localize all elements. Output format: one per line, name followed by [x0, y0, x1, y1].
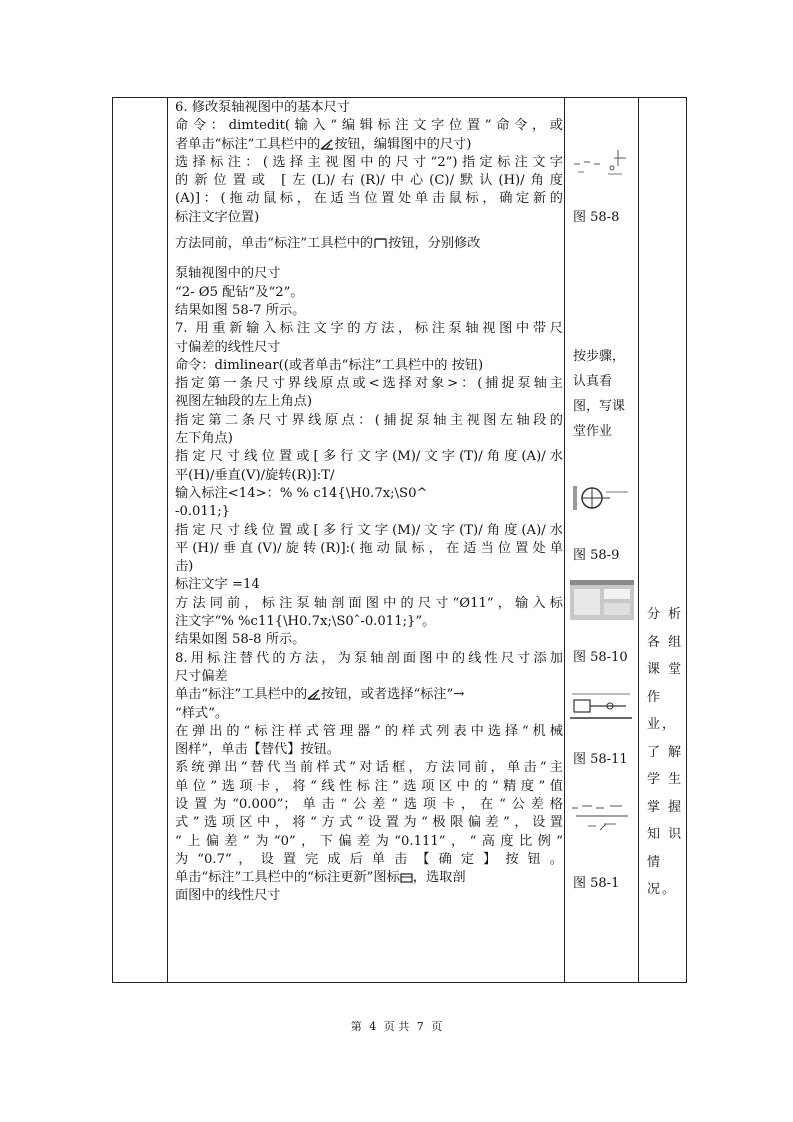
figure-thumbnail-58-9	[570, 480, 632, 516]
text-line: “上偏差”为“0”，下偏差为“0.111”，“高度比例”	[175, 833, 563, 849]
text-line: “2- Ø5 配钻”及“2”。	[175, 284, 304, 300]
text-line: 命令：dimtedit(输入“编辑标注文字位置”命令，或	[175, 118, 563, 134]
text-line: 平(H)/垂直(V)/旋转(R)]:T/	[175, 467, 335, 483]
text-line: 方法同前，单击“标注”工具栏中的 按钮，分别修改	[175, 236, 481, 252]
dimension-update-icon	[400, 872, 413, 883]
text-line: 命令：dimlinear((或者单击“标注”工具栏中的 按钮)	[175, 357, 484, 373]
figure-column	[565, 98, 638, 982]
current-page-number: 4	[369, 1020, 377, 1033]
text-line: 单击“标注”工具栏中的 按钮，或者选择“标注”→	[175, 687, 465, 703]
text-line: 指定第一条尺寸界线原点或<选择对象>：(捕捉泵轴主	[175, 376, 563, 392]
total-page-number: 7	[416, 1020, 424, 1033]
text-line: 注文字“% %c11{\H0.7x;\S0ˆ-0.011;}”。	[175, 614, 436, 630]
text-line: 面图中的线性尺寸	[175, 888, 281, 904]
text-line: 单击“标注”工具栏中的“标注更新”图标 ，选取剖	[175, 870, 466, 886]
figure-label: 图 58-10	[573, 650, 628, 665]
analysis-char: 了 解	[647, 744, 684, 760]
text-line: 选择标注：(选择主视图中的尺寸“2”)指定标注文字	[175, 154, 563, 170]
figure-label: 图 58-11	[573, 752, 628, 767]
text-line: 指定第二条尺寸界线原点：(捕捉泵轴主视图左轴段的	[175, 412, 563, 428]
text-line: 输入标注<14>：% % c14{\H0.7x;\S0^	[175, 485, 428, 501]
figure-label: 图 58-1	[573, 876, 620, 891]
analysis-char: 情	[647, 854, 663, 870]
dimtedit-icon	[320, 138, 334, 150]
text-line: 式”选项区中，将“方式”设置为“极限偏差”，设置	[175, 815, 563, 831]
text-line: -0.011;}	[175, 504, 231, 520]
analysis-char: 况。	[647, 882, 678, 897]
figure-thumbnail-58-10	[570, 580, 634, 620]
text-line: 平(H)/垂直(V)/旋转(R)]:(拖动鼠标，在适当位置处单	[175, 540, 563, 556]
text-line: 指定尺寸线位置或[多行文字(M)/文字(T)/角度(A)/水	[175, 522, 563, 538]
figure-label: 图 58-8	[573, 210, 620, 225]
text-line: 的新位置或 [左(L)/右(R)/中心(C)/默认(H)/角度	[175, 173, 563, 189]
analysis-char: 知 识	[647, 827, 684, 842]
text-line: 击)	[175, 559, 194, 575]
column-divider-3	[638, 98, 639, 982]
text-line: 视图左轴段的左上角点)	[175, 394, 313, 410]
analysis-text	[647, 601, 685, 904]
text-line: 结果如图 58-7 所示。	[175, 302, 306, 318]
analysis-column	[640, 98, 687, 982]
text-line: (A)]：(拖动鼠标，在适当位置处单击鼠标，确定新的	[175, 191, 563, 207]
text-line: 寸偏差的线性尺寸	[175, 339, 281, 355]
text-line: 系统弹出“替代当前样式”对话框，方法同前，单击“主	[175, 760, 563, 776]
figure-label: 图 58-9	[573, 548, 620, 563]
text-line: 左下角点)	[175, 431, 233, 447]
analysis-char: 掌 握	[647, 799, 684, 815]
analysis-char: 业，	[647, 717, 678, 732]
text-line: 图样”，单击【替代】按钮。	[175, 742, 340, 758]
figure-thumbnail-58-11	[570, 688, 634, 726]
text-line: 为 “0.7” ， 设 置 完 成 后 单 击 【 确 定 】 按 钮 。	[175, 851, 563, 867]
analysis-char: 学 生	[647, 772, 684, 787]
text-line: 者单击“标注”工具栏中的 按钮，编辑图中的尺寸)	[175, 136, 472, 152]
text-line: “样式”。	[175, 705, 229, 721]
text-line: 指定尺寸线位置或[多行文字(M)/文字(T)/角度(A)/水	[175, 449, 563, 465]
analysis-char: 分 析	[647, 607, 684, 622]
figure-thumbnail-58-8	[570, 146, 632, 184]
text-line: 尺寸偏差	[175, 668, 228, 684]
section-heading-6: 6. 修改泵轴视图中的基本尺寸	[175, 100, 351, 115]
dimstyle-icon	[307, 688, 321, 700]
text-line: 标注文字位置)	[175, 209, 260, 225]
dimension-text-icon	[373, 237, 388, 249]
lesson-table	[112, 97, 687, 983]
section-heading-7: 7. 用重新输入标注文字的方法，标注泵轴视图中带尺	[175, 321, 563, 337]
instruction-note: 按步骤，认真看图，写课堂作业	[573, 349, 626, 439]
analysis-char: 各 组	[647, 634, 684, 650]
figure-thumbnail-58-1	[570, 794, 634, 838]
analysis-char: 课 堂	[647, 662, 684, 677]
text-line: 单位”选项卡，将“线性标注”选项区中的“精度”值	[175, 778, 563, 794]
text-line: 标注文字 =14	[175, 577, 260, 593]
lesson-content	[175, 99, 563, 906]
section-heading-8: 8.用标注替代的方法，为泵轴剖面图中的线性尺寸添加	[175, 650, 563, 666]
text-line: 泵轴视图中的尺寸	[175, 266, 281, 282]
page-footer: 第 4 页 共 7 页	[350, 1020, 443, 1033]
text-line: 方法同前，标注泵轴剖面图中的尺寸“Ø11”，输入标	[175, 595, 563, 611]
column-divider-1	[167, 98, 168, 982]
text-line: 在弹出的“标注样式管理器”的样式列表中选择“机械	[175, 723, 563, 739]
analysis-char: 作	[647, 689, 663, 705]
text-line: 设置为“0.000”；单击“公差”选项卡，在“公差格	[175, 796, 563, 812]
text-line: 结果如图 58-8 所示。	[175, 632, 306, 648]
